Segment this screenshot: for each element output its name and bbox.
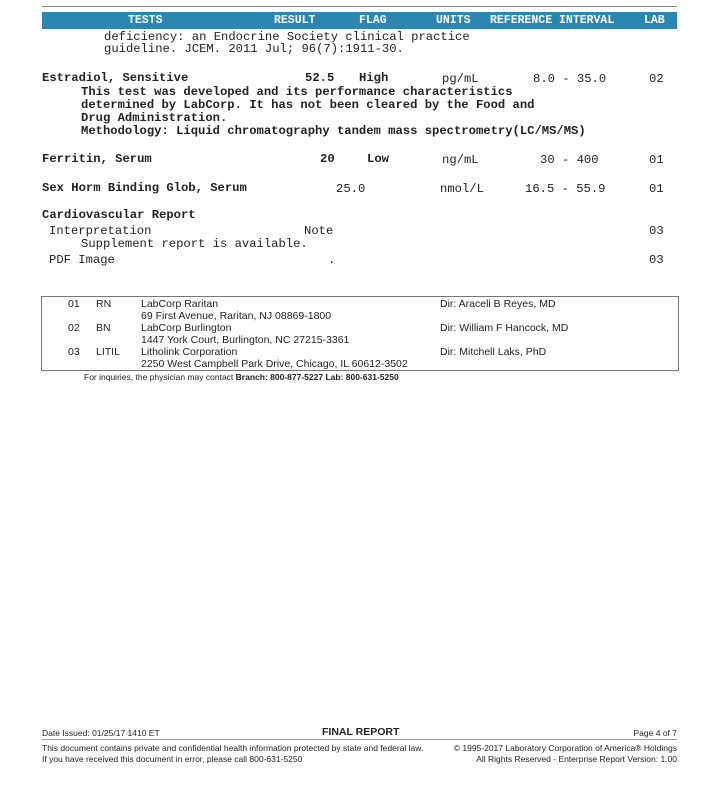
test-note-line: Methodology: Liquid chromatography tandem mass spectrometry(LC/MS/MS) bbox=[81, 124, 586, 138]
pdf-image-lab: 03 bbox=[649, 253, 664, 267]
header-reference-interval: REFERENCE INTERVAL bbox=[490, 14, 615, 27]
rights-reserved: All Rights Reserved - Enterprise Report Version: 1.00 bbox=[476, 754, 677, 764]
pdf-image-value: . bbox=[328, 253, 336, 267]
lab-name: Litholink Corporation bbox=[141, 346, 238, 358]
test-flag: High bbox=[359, 71, 389, 85]
test-note-line: determined by LabCorp. It has not been cleared by the Food and bbox=[81, 98, 535, 112]
test-result: 25.0 bbox=[336, 182, 366, 196]
lab-address: 69 First Avenue, Raritan, NJ 08869-1800 bbox=[141, 310, 332, 322]
lab-number: 02 bbox=[68, 322, 80, 334]
date-issued: Date Issued: 01/25/17 1410 ET bbox=[42, 728, 160, 738]
top-rule bbox=[42, 6, 677, 7]
test-reference-interval: 30 - 400 bbox=[540, 153, 599, 167]
inquiries-phones: Branch: 800-877-5227 Lab: 800-631-5250 bbox=[235, 372, 399, 382]
test-name: Sex Horm Binding Glob, Serum bbox=[42, 181, 247, 195]
section-heading: Cardiovascular Report bbox=[42, 208, 196, 222]
footer-rule bbox=[42, 739, 677, 740]
performing-labs-table bbox=[41, 296, 679, 371]
interpretation-lab: 03 bbox=[649, 224, 664, 238]
interpretation-label: Interpretation bbox=[49, 224, 152, 238]
lab-code: RN bbox=[96, 298, 112, 310]
test-result: 52.5 bbox=[305, 71, 335, 85]
test-name: Estradiol, Sensitive bbox=[42, 71, 189, 85]
pdf-image-label: PDF Image bbox=[49, 253, 115, 267]
lab-address: 2250 West Campbell Park Drive, Chicago, IL 60612-3502 bbox=[141, 358, 408, 370]
test-units: nmol/L bbox=[440, 182, 484, 196]
test-result: 20 bbox=[320, 152, 335, 166]
test-name: Ferritin, Serum bbox=[42, 152, 152, 166]
header-lab: LAB bbox=[644, 14, 665, 27]
results-table-header bbox=[42, 12, 677, 29]
supplement-note: Supplement report is available. bbox=[81, 237, 308, 251]
copyright: © 1995-2017 Laboratory Corporation of America® Holdings bbox=[453, 743, 677, 753]
test-flag: Low bbox=[367, 152, 389, 166]
inquiries-line bbox=[84, 372, 399, 382]
lab-address: 1447 York Court, Burlington, NC 27215-3361 bbox=[141, 334, 350, 346]
header-tests: TESTS bbox=[128, 14, 163, 27]
continuation-line: guideline. JCEM. 2011 Jul; 96(7):1911-30. bbox=[104, 42, 404, 56]
test-units: pg/mL bbox=[442, 72, 479, 86]
lab-code: LITIL bbox=[96, 346, 120, 358]
continuation-line: deficiency: an Endocrine Society clinical practice bbox=[104, 30, 470, 44]
page-number: Page 4 of 7 bbox=[633, 728, 677, 738]
header-units: UNITS bbox=[436, 14, 471, 27]
test-units: ng/mL bbox=[442, 153, 479, 167]
lab-number: 03 bbox=[68, 346, 80, 358]
test-reference-interval: 8.0 - 35.0 bbox=[533, 72, 607, 86]
lab-name: LabCorp Raritan bbox=[141, 298, 219, 310]
final-report-title: FINAL REPORT bbox=[322, 726, 400, 738]
test-note-line: This test was developed and its performance characteristics bbox=[81, 85, 513, 99]
inquiries-text: For inquiries, the physician may contact bbox=[84, 372, 234, 382]
test-reference-interval: 16.5 - 55.9 bbox=[525, 182, 606, 196]
lab-name: LabCorp Burlington bbox=[141, 322, 232, 334]
confidentiality-notice: This document contains private and confidential health information protected by state and federal law. bbox=[42, 743, 424, 753]
test-lab: 01 bbox=[649, 153, 664, 167]
error-notice: If you have received this document in error, please call 800-631-5250 bbox=[42, 754, 303, 764]
test-note-line: Drug Administration. bbox=[81, 111, 228, 125]
lab-director: Dir: Mitchell Laks, PhD bbox=[440, 346, 547, 358]
lab-director: Dir: Araceli B Reyes, MD bbox=[440, 298, 556, 310]
lab-number: 01 bbox=[68, 298, 80, 310]
test-lab: 01 bbox=[649, 182, 664, 196]
header-flag: FLAG bbox=[359, 14, 387, 27]
lab-director: Dir: William F Hancock, MD bbox=[440, 322, 569, 334]
interpretation-value: Note bbox=[304, 224, 334, 238]
test-lab: 02 bbox=[649, 72, 664, 86]
header-result: RESULT bbox=[274, 14, 316, 27]
lab-code: BN bbox=[96, 322, 111, 334]
